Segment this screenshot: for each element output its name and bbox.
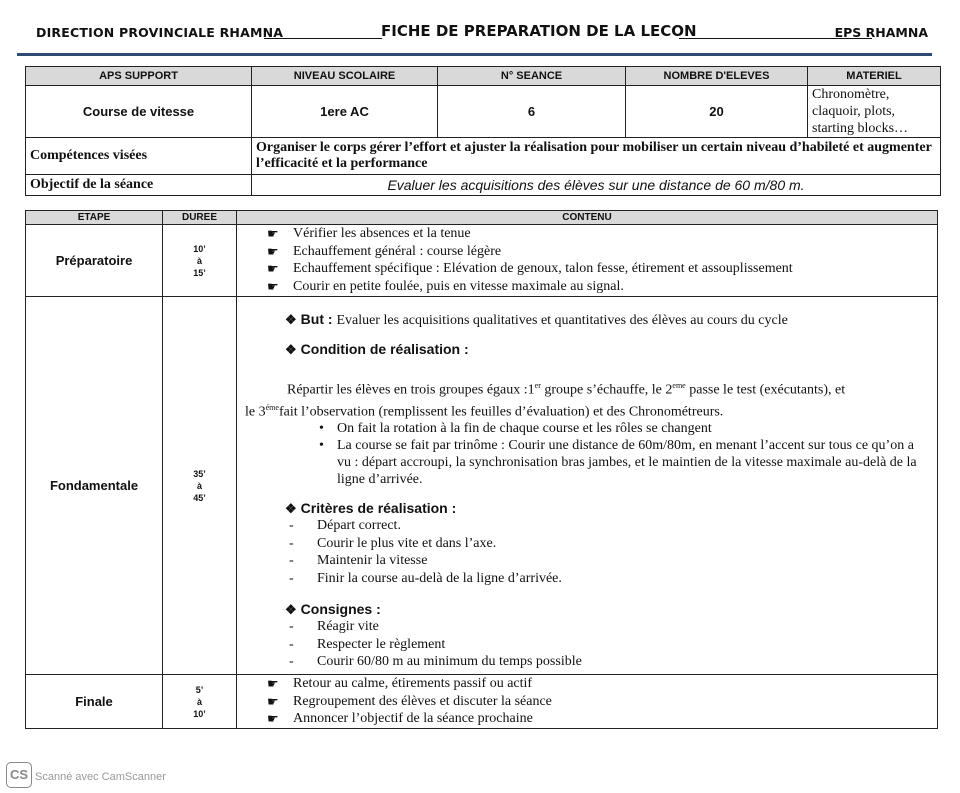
condition-heading: ❖ Condition de réalisation : (285, 341, 469, 357)
header-title: FICHE DE PREPARATION DE LA LECON (381, 22, 697, 40)
list-item: - Courir 60/80 m au minimum du temps possible (289, 654, 582, 670)
page-header (36, 22, 928, 44)
etape-finale: Finale (26, 675, 163, 729)
list-item: • On fait la rotation à la fin de chaque course et les rôles se changent (319, 421, 712, 437)
list-item: - Maintenir la vitesse (289, 553, 428, 569)
pointing-hand-icon: ☛ (267, 261, 279, 276)
condition-paragraph: Répartir les élèves en trois groupes égaux :1er groupe s’échauffe, le 2eme passe le test (exécutants), et (287, 381, 846, 398)
competences-text: Organiser le corps gérer l’effort et ajuster la réalisation pour mobiliser un certain niveau d’habileté et augmenter l’efficacité et la performance (252, 138, 941, 175)
list-item: ☛ Courir en petite foulée, puis en vitesse maximale au signal. (267, 278, 624, 294)
header-eleves: NOMBRE D'ELEVES (626, 67, 808, 86)
camscanner-text: Scanné avec CamScanner (35, 771, 166, 783)
header-duree: DUREE (163, 211, 237, 225)
list-item: - Départ correct. (289, 518, 401, 534)
list-item: ☛ Retour au calme, étirements passif ou actif (267, 676, 533, 691)
criteres-heading: ❖ Critères de réalisation : (285, 500, 457, 517)
row-finale (26, 675, 938, 729)
header-etape: ETAPE (26, 211, 163, 225)
competences-label: Compétences visées (26, 138, 252, 175)
value-seance: 6 (438, 86, 626, 138)
list-item: ☛ Annoncer l’objectif de la séance prochaine (267, 711, 533, 726)
header-divider (17, 53, 932, 56)
row-preparatoire (26, 225, 938, 297)
bullet-dot-icon: • (319, 421, 324, 437)
duree-line: à (196, 255, 202, 266)
list-item: ☛ Echauffement général : course légère (267, 243, 502, 259)
list-item: - Réagir vite (289, 619, 379, 635)
contenu-finale (237, 675, 938, 729)
list-item: ☛ Vérifier les absences et la tenue (267, 226, 471, 241)
value-niveau: 1ere AC (252, 86, 438, 138)
list-item: - Respecter le règlement (289, 636, 446, 652)
duree-line: 15’ (193, 267, 206, 278)
list-item: • La course se fait par trinôme : Courir une distance de 60m/80m, en menant l’accent sur tous ce qu’on a vu : départ accroupi, la synchronisation bras jambes, et le maintien de la vitesse maximale au-delà de la ligne d’arrivée. (319, 438, 917, 488)
etape-fondamentale: Fondamentale (26, 297, 163, 675)
duree-line: 5’ (195, 684, 204, 695)
duree-line: 45’ (193, 492, 206, 503)
header-contenu: CONTENU (237, 211, 938, 225)
pointing-hand-icon: ☛ (267, 243, 279, 259)
list-item: ☛ Echauffement spécifique : Elévation de genoux, talon fesse, étirement et assouplissement (267, 261, 793, 276)
value-aps: Course de vitesse (26, 86, 252, 138)
header-seance: N° SEANCE (438, 67, 626, 86)
four-diamond-icon: ❖ (285, 312, 297, 327)
materiel-line: Chronomètre, (812, 87, 890, 102)
list-item: ☛ Regroupement des élèves et discuter la séance (267, 693, 552, 709)
but-heading: ❖ But : Evaluer les acquisitions qualitatives et quantitatives des élèves au cours du cycle (285, 311, 788, 328)
consignes-heading: ❖ Consignes : (285, 601, 381, 618)
info-table (25, 66, 941, 196)
header-right: EPS RHAMNA (834, 25, 928, 40)
camscanner-logo: CS (6, 762, 32, 788)
pointing-hand-icon: ☛ (267, 278, 279, 294)
duree-fondamentale (163, 297, 237, 675)
contenu-preparatoire (237, 225, 938, 297)
list-item: - Finir la course au-delà de la ligne d’arrivée. (289, 570, 562, 586)
duree-line: 10’ (193, 243, 206, 254)
materiel-line: starting blocks… (812, 121, 909, 136)
duree-line: à (196, 480, 202, 491)
value-eleves: 20 (626, 86, 808, 138)
condition-paragraph: le $3^{éme}fait$ l’observation (remplissent les feuilles d’évaluation) et des Chronométreurs. (245, 402, 724, 420)
objectif-text: Evaluer les acquisitions des élèves sur une distance de 60 m/80 m. (252, 175, 941, 196)
row-fondamentale (26, 297, 938, 675)
four-diamond-icon: ❖ (285, 342, 297, 357)
etape-preparatoire: Préparatoire (26, 225, 163, 297)
duree-line: 10’ (193, 708, 206, 719)
list-item: - Courir le plus vite et dans l’axe. (289, 535, 497, 551)
header-materiel: MATERIEL (808, 67, 941, 86)
header-left: DIRECTION PROVINCIALE RHAMNA (36, 25, 284, 40)
four-diamond-icon: ❖ (285, 501, 297, 517)
contenu-fondamentale (237, 297, 938, 675)
pointing-hand-icon: ☛ (267, 711, 279, 726)
header-aps: APS SUPPORT (26, 67, 252, 86)
value-materiel (808, 86, 941, 138)
pointing-hand-icon: ☛ (267, 693, 279, 709)
four-diamond-icon: ❖ (285, 602, 297, 618)
bullet-dot-icon: • (319, 438, 324, 454)
header-underline (264, 38, 382, 39)
duree-preparatoire (163, 225, 237, 297)
objectif-label: Objectif de la séance (26, 175, 252, 196)
pointing-hand-icon: ☛ (267, 226, 279, 241)
materiel-line: claquoir, plots, (812, 104, 896, 119)
duree-line: à (196, 696, 202, 707)
duree-finale (163, 675, 237, 729)
duree-line: 35’ (193, 468, 206, 479)
pointing-hand-icon: ☛ (267, 676, 279, 691)
lesson-table (25, 210, 938, 729)
header-niveau: NIVEAU SCOLAIRE (252, 67, 438, 86)
